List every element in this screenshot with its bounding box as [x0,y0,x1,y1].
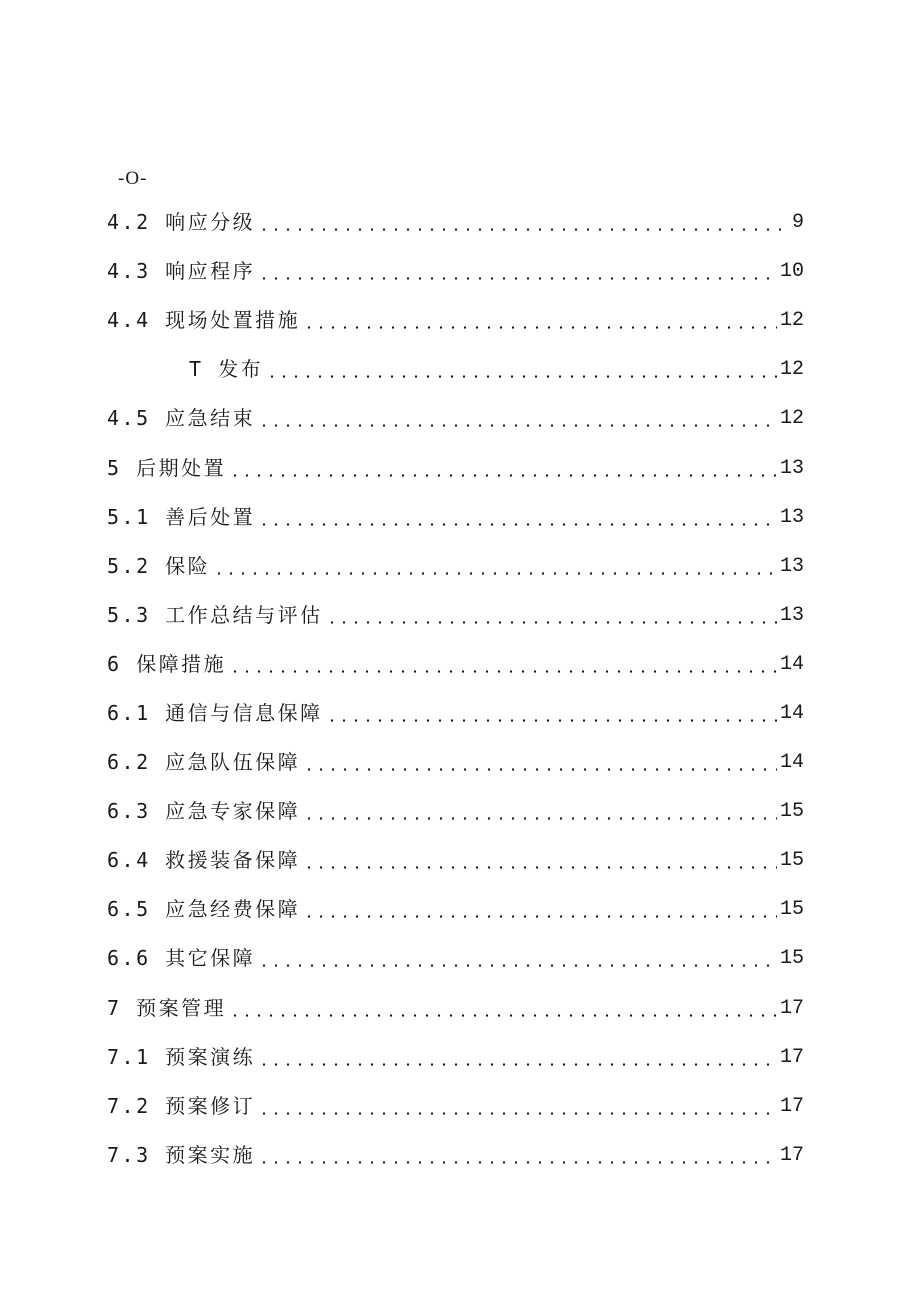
toc-entry[interactable] [107,934,804,983]
toc-entry[interactable] [107,443,804,492]
toc-entry-title: 4.5 应急结束 [107,406,256,431]
toc-entry-page-number: 17 [779,1143,804,1167]
toc-entry[interactable] [107,1131,804,1180]
toc-entry[interactable] [107,1033,804,1082]
toc-entry-title: 6 保障措施 [107,651,227,676]
toc-entry-title: 6.4 救援装备保障 [107,848,301,873]
toc-entry[interactable] [107,345,804,394]
toc-dot-leader [258,424,777,427]
toc-entry-title: 5.2 保险 [107,553,211,578]
toc-dot-leader [229,670,777,673]
toc-entry-page-number: 15 [779,800,804,824]
toc-entry[interactable] [107,247,804,296]
page-marker: -O- [118,168,148,189]
toc-entry-title: 7.2 预案修订 [107,1093,256,1118]
toc-entry-page-number: 10 [779,260,804,284]
toc-entry[interactable] [107,836,804,885]
toc-dot-leader [229,474,777,477]
toc-entry-title: 6.6 其它保障 [107,946,256,971]
toc-entry[interactable] [107,689,804,738]
toc-entry-page-number: 17 [779,1045,804,1069]
toc-entry[interactable] [107,984,804,1033]
toc-entry-page-number: 15 [779,947,804,971]
toc-entry-title: 5.1 善后处置 [107,504,256,529]
toc-entry[interactable] [107,198,804,247]
toc-entry-page-number: 14 [779,751,804,775]
toc-entry[interactable] [107,787,804,836]
toc-entry[interactable] [107,542,804,591]
toc-entry-title: 6.3 应急专家保障 [107,799,301,824]
toc-dot-leader [303,768,777,771]
toc-entry-page-number: 15 [779,849,804,873]
toc-entry[interactable] [107,493,804,542]
toc-entry-page-number: 12 [779,407,804,431]
toc-dot-leader [229,1014,777,1017]
toc-entry-title: T 发布 [189,357,264,382]
toc-dot-leader [258,1063,777,1066]
toc-entry-title: 4.3 响应程序 [107,259,256,284]
toc-dot-leader [258,1161,777,1164]
toc-dot-leader [258,1112,777,1115]
toc-entry-page-number: 13 [779,456,804,480]
toc-entry-page-number: 17 [779,996,804,1020]
toc-entry[interactable] [107,1082,804,1131]
toc-entry-title: 6.5 应急经费保障 [107,897,301,922]
toc-entry-page-number: 17 [779,1094,804,1118]
toc-dot-leader [326,719,777,722]
toc-entry[interactable] [107,394,804,443]
toc-dot-leader [258,523,777,526]
toc-dot-leader [258,228,789,231]
toc-entry-title: 7.3 预案实施 [107,1142,256,1167]
toc-entry-page-number: 14 [779,701,804,725]
toc-entry-page-number: 13 [779,505,804,529]
toc-entry-title: 5 后期处置 [107,455,227,480]
toc-entry-page-number: 15 [779,898,804,922]
toc-entry-page-number: 12 [779,358,804,382]
toc-entry-title: 7 预案管理 [107,995,227,1020]
toc-entry[interactable] [107,296,804,345]
toc-dot-leader [213,572,777,575]
toc-entry-title: 6.1 通信与信息保障 [107,700,323,725]
toc-dot-leader [303,326,777,329]
toc-entry-title: 4.2 响应分级 [107,210,256,235]
toc-entry-title: 6.2 应急队伍保障 [107,750,301,775]
toc-dot-leader [326,621,777,624]
toc-entry-title: 5.3 工作总结与评估 [107,602,323,627]
toc-dot-leader [303,817,777,820]
toc-dot-leader [258,277,777,280]
toc-entry-page-number: 14 [779,652,804,676]
toc-entry-title: 4.4 现场处置措施 [107,308,301,333]
toc-entry[interactable] [107,591,804,640]
toc-entry-page-number: 13 [779,603,804,627]
toc-entry[interactable] [107,640,804,689]
toc-dot-leader [258,964,777,967]
toc-dot-leader [303,866,777,869]
toc-dot-leader [303,915,777,918]
toc-entry-title: 7.1 预案演练 [107,1044,256,1069]
toc-dot-leader [266,375,777,378]
toc-entry-page-number: 12 [779,309,804,333]
toc-entry-page-number: 13 [779,554,804,578]
toc-entry-page-number: 9 [791,211,804,235]
toc-entry[interactable] [107,738,804,787]
table-of-contents [107,198,804,1180]
toc-entry[interactable] [107,885,804,934]
